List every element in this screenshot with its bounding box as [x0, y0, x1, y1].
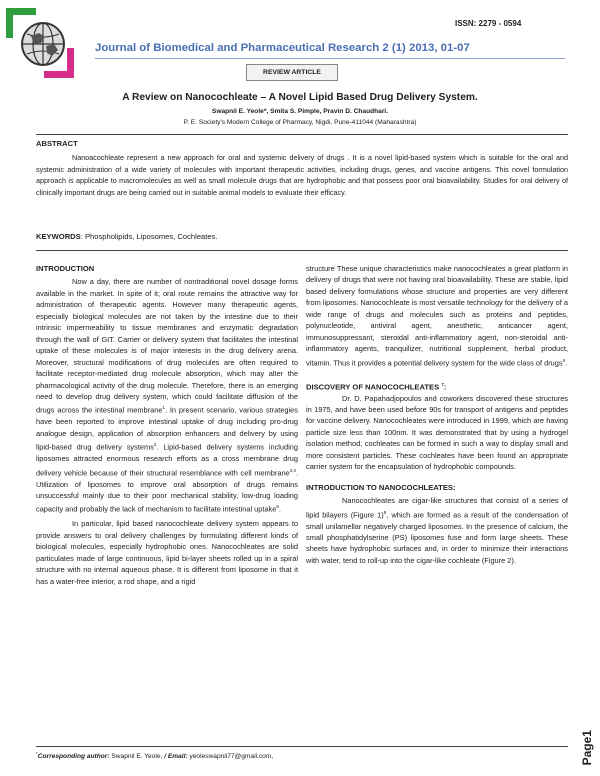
abstract-text: Nanoacochleate represent a new approach for oral and systemic delivery of drugs . It is a novel lipid-based system which is suitable for the oral and systemic administration of a wide variety of molecules with important therapeutic activities, including drugs, genes, and vaccine antigens. This novel formulation approach is applicable to macromolecules as well as small molecule drugs that are hydrophobic and that possess poor oral bioavailability. Studies for oral delivery of clinically important drugs are being carried out in suitable animal models to evaluate their efficacy. — [36, 153, 568, 197]
abstract-heading: ABSTRACT — [36, 139, 78, 148]
discovery-heading: DISCOVERY OF NANOCOCHLEATES $^7$: — [306, 381, 447, 392]
abstract-top-rule — [36, 134, 568, 135]
header-divider — [95, 58, 565, 59]
intro-continued: structure These unique characteristics make nanocochleates a great platform in delivery of drugs that were not having oral bioavailability. These are stable, lipid based delivery formulations whose structure and properties are very different from liposomes. Nanocochleate is most versatile technology for the delivery of a wide range of drugs and molecules such as proteins and peptides, polynucleotide, antiviral agent, anesthetic, anticancer agent, immunosuppressant, steroidal anti-inflammatory agent, non-steroidal anti-inflammatory agents, tranquilizer, nutritional supplement, herbal product, vitamin. Thus it provides a potential delivery system for the wide class of drugs$^6$. — [306, 264, 568, 368]
keywords — [36, 232, 218, 241]
journal-logo — [6, 8, 74, 78]
left-column — [36, 263, 298, 587]
right-column — [306, 263, 568, 566]
corresponding-author: *Corresponding author: Swapnil E. Yeole, / Email: yeoleswapnil77@gmail.com, — [36, 751, 274, 761]
introduction-heading: INTRODUCTION — [36, 264, 95, 273]
issn: ISSN: 2279 - 0594 — [455, 19, 522, 28]
intro-paragraph-2: In particular, lipid based nanocochleate delivery system appears to provide answers to oral delivery challenges by formulating different kinds of biological molecules, especially hydrophobic ones. Nanocochleates are solid particulates made of large continuous, lipid bi-layer sheets rolled up in a spiral structure with no internal aqueous phase. It is different from liposome in that it has a water-free interior, a rod shape, and a rigid — [36, 519, 298, 586]
globe-icon — [19, 20, 67, 68]
keywords-rule — [36, 250, 568, 251]
intro-nanocochleates-heading: INTRODUCTION TO NANOCOCHLEATES: — [306, 482, 456, 492]
paper-authors: Swapnil E. Yeole*, Smita S. Pimple, Pravin D. Chaudhari. — [211, 108, 389, 115]
intro-paragraph-1: Now a day, there are number of nontraditional novel dosage forms available in the market. In spite of it; oral route remains the attractive way for administration of therapeutic agents. However many therapeutic agents, especially biological molecules are not taken by the intestine due to their intrinsic impermeability to tissue membranes and enzymatic degradation through the wall of GIT. Carrier or delivery system that facilitates the intestinal uptake of these molecules is of major interests in the drug delivery arena. Moreover, structural modifications of drug molecules are often required to facilitate receptor-mediated drug molecule absorption, which may alter the pharmacological activity of the drug molecule. Therefore, there is an emerging need to develop drug delivery system, which could facilitate diffusion of the drugs across the intestinal membrane$^1$. In present scenario, various strategies have been reported to improve intestinal uptake of drug including pro-drug analogue design, application of absorption enhancers and delivery by using lipid-based drug delivery systems$^2$. Lipid-based delivery systems including liposomes attracted enormous research efforts as a cross membrane drug delivery vehicle because of their structural resemblance with cell membrane$^{3,4}$. Utilization of liposomes to improve oral absorption of drugs remains unsuccessful mainly due to their poor mechanical stability, low-drug loading capacity and probably the lack of mechanism to facilitate intestinal uptake$^5$. — [36, 277, 298, 514]
keywords-text: : Phospholipids, Liposomes, Cochleates. — [80, 232, 218, 241]
author-email: yeoleswapnil77@gmail.com, — [187, 753, 274, 761]
footer-rule — [36, 746, 568, 747]
review-article-badge: REVIEW ARTICLE — [246, 64, 338, 81]
discovery-paragraph: Dr. D. Papahadjopoulos and coworkers discovered these structures in 1975, and have been used before 90s for transport of antigens and peptides for vaccine delivery. Nanocochleates were introduced in 1999, which are having particle size less than 100nm. It was demonstrated that by using a hydrogel isolation method, cochleates can be formed in such a way to display small and more consistent particles. These cochleates have been found an appropriate carrier system for the encapsulation of hydrophobic compounds. — [306, 393, 568, 472]
journal-title: Journal of Biomedical and Pharmaceutical Research 2 (1) 2013, 01-07 — [95, 42, 470, 54]
page-number: Page1 — [580, 730, 594, 766]
nanocochleates-paragraph: Nanocochleates are cigar-like structures that consist of a series of lipid bilayers (Figure 1)$^8$, which are formed as a result of the condensation of small unilamellar negatively charged liposomes. In the presence of calcium, the small phosphatidylserine (PS) liposomes fuse and form large sheets. These sheets have hydrophobic surfaces and, in order to minimize their interactions with water, tend to roll-up into the cigar-like cochleate (Figure 2). — [306, 496, 568, 565]
paper-title: A Review on Nanocochleate – A Novel Lipid Based Drug Delivery System. — [122, 92, 478, 103]
paper-affiliation: P. E. Society's Modern College of Pharmacy, Nigdi, Pune-411044 (Maharashtra) — [183, 119, 417, 126]
keywords-label: KEYWORDS — [36, 232, 81, 241]
